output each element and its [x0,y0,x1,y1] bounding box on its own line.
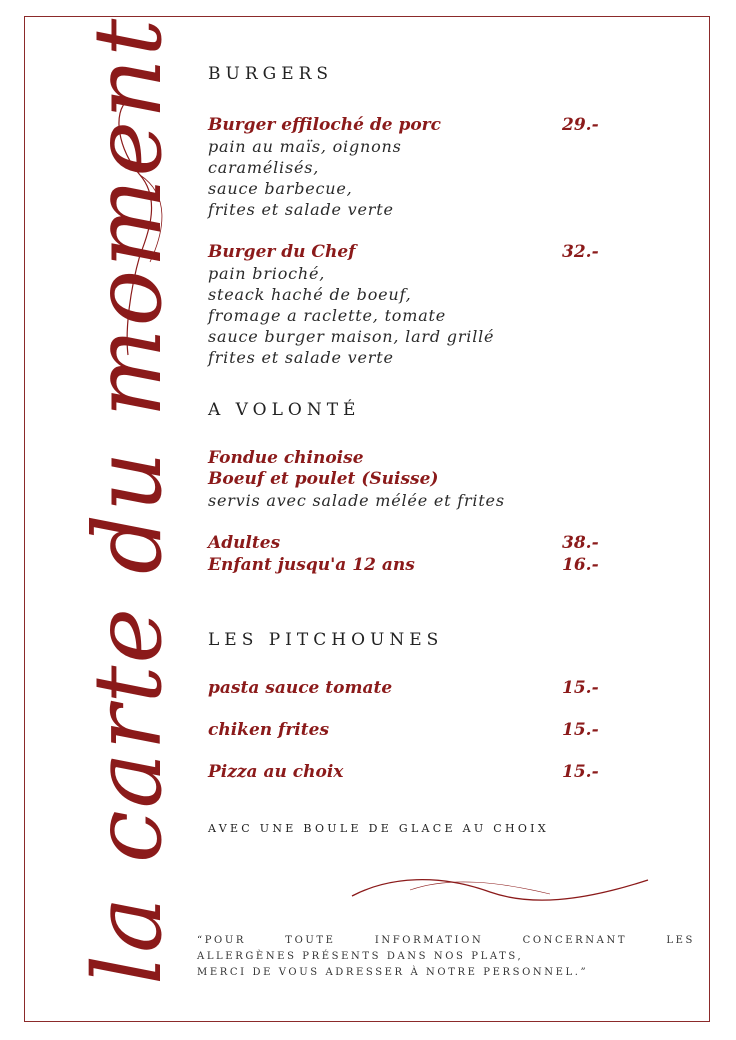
item-description: servis avec salade mélée et frites [208,491,505,510]
item-title: chiken frites [208,720,330,740]
item-title: pasta sauce tomate [208,678,393,698]
item-title: Burger effiloché de porc [208,115,441,135]
description-line: fromage a raclette, tomate [208,306,447,325]
allergen-line: ALLERGÈNES PRÉSENTS DANS NOS PLATS, [197,951,524,962]
description-line: pain brioché, [208,264,326,283]
item-price: 15.- [562,762,599,782]
script-title-text: la carte du moment [74,16,183,985]
allergen-line: MERCI DE VOUS ADRESSER À NOTRE PERSONNEL.” [197,967,589,978]
item-title: Fondue chinoise [208,448,364,468]
section-heading-burgers: BURGERS [208,64,334,84]
description-line: steack haché de boeuf, [208,285,412,304]
description-line: sauce barbecue, [208,179,353,198]
section-heading-les-pitchounes: LES PITCHOUNES [208,630,444,650]
allergen-line: “POUR TOUTE INFORMATION CONCERNANT LES [197,935,695,946]
flourish-divider [350,866,650,916]
item-title: Pizza au choix [208,762,344,782]
price-label: Enfant jusqu'a 12 ans [208,555,415,575]
allergen-notice [197,933,695,981]
section-heading-a-volonte: A VOLONTÉ [208,400,361,420]
price-label: Adultes [208,533,281,553]
description-line: sauce burger maison, lard grillé [208,327,495,346]
description-line: caramélisés, [208,158,320,177]
item-description [208,136,402,220]
item-title: Boeuf et poulet (Suisse) [208,469,439,489]
item-title: Burger du Chef [208,242,356,262]
item-price: 32.- [562,242,599,262]
item-description [208,263,494,368]
item-price: 29.- [562,115,599,135]
item-price: 15.- [562,678,599,698]
description-line: frites et salade verte [208,200,394,219]
dessert-note: AVEC UNE BOULE DE GLACE AU CHOIX [208,822,549,835]
description-line: frites et salade verte [208,348,394,367]
item-price: 15.- [562,720,599,740]
description-line: pain au maïs, oignons [208,137,402,156]
item-price: 16.- [562,555,599,575]
item-price: 38.- [562,533,599,553]
